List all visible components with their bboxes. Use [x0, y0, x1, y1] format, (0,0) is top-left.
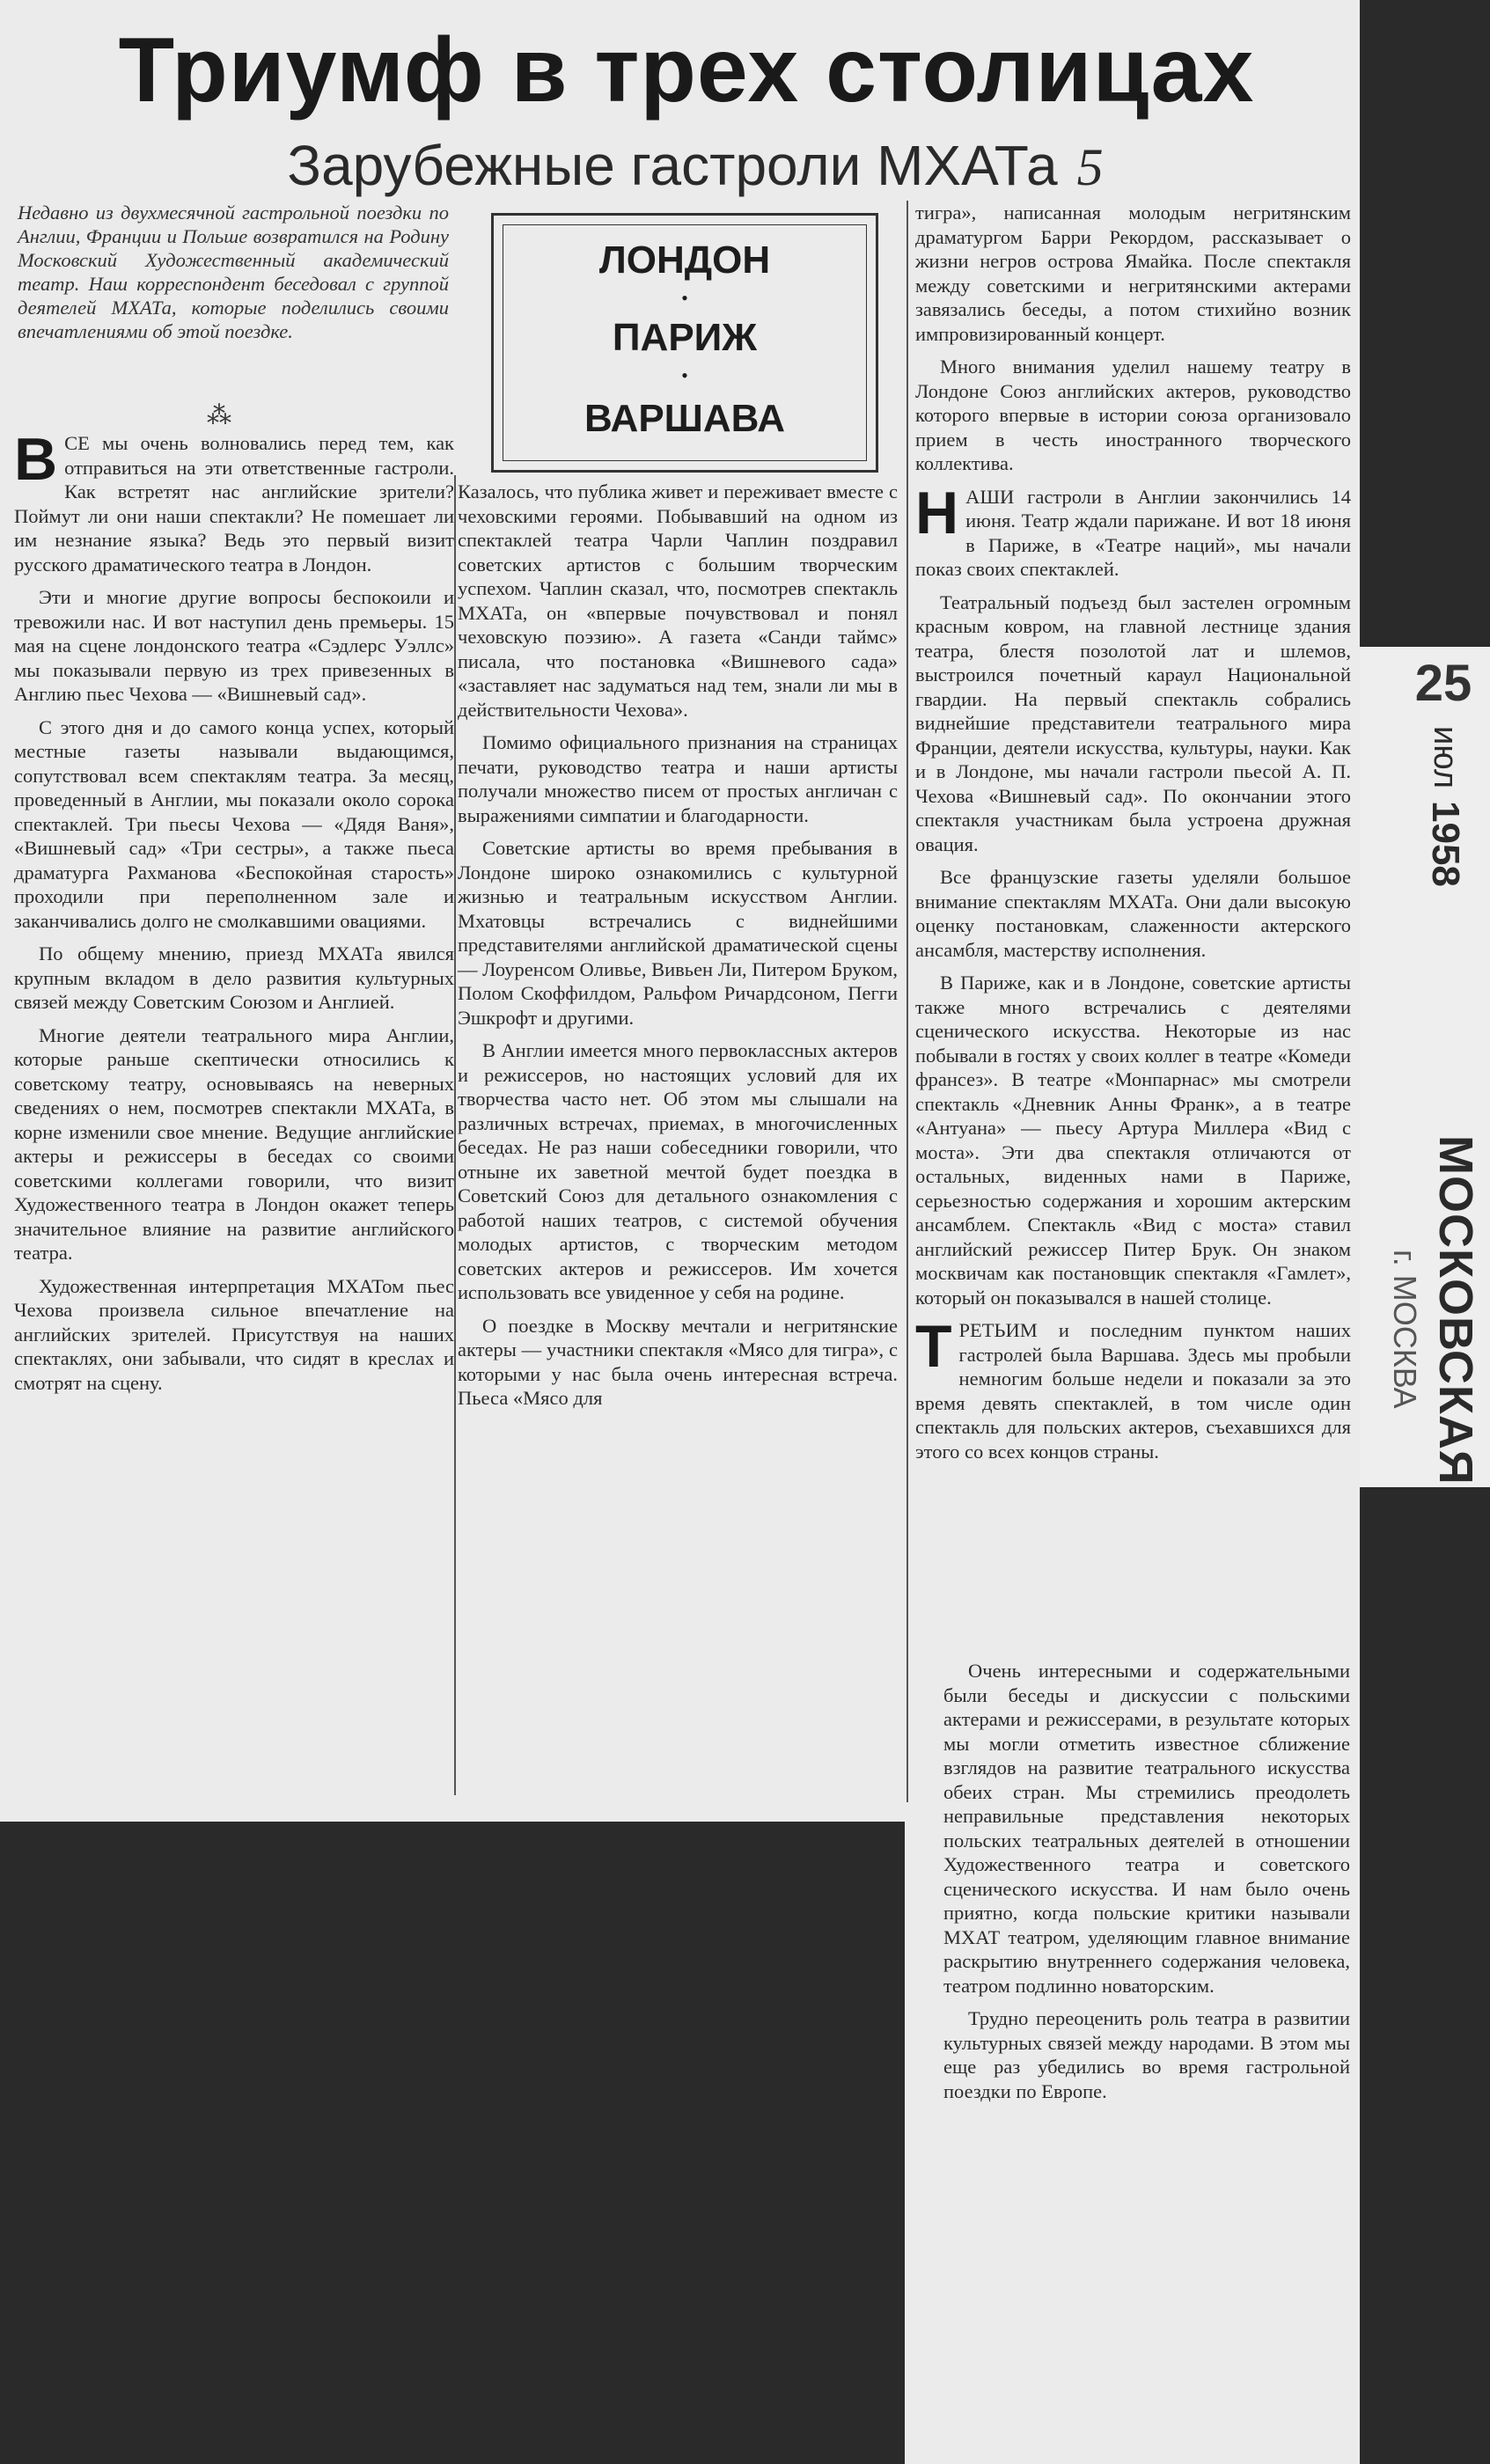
- city-paris: ПАРИЖ: [612, 316, 758, 359]
- paragraph: Советские артисты во время пребывания в Лондоне широко ознакомились с культурной жизнью и театральным искусством Англии. Мхатовцы встречались с виднейшими представителями английской драматической сцены — Лоуренсом Оливье, Вивьен Ли, Питером Бруком, Полом Скоффилдом, Ральфом Ричардсоном, Пегги Эшкрофт и другими.: [458, 837, 898, 1029]
- paragraph: Трудно переоценить роль театра в развитии культурных связей между народами. В этом мы еще раз убедились во время гастрольной поездки по Европе.: [943, 2007, 1350, 2102]
- paragraph: Очень интересными и содержательными были беседы и дискуссии с польскими актерами и режиссерами, в результате которых мы могли отметить известное сближение взглядов на развитие театрального искусства обеих стран. Мы стремились преодолеть неправильные представления некоторых польских театральных деятелей в отношении Художественного театра и советского сценического искусства. И нам было очень приятно, когда польские критики называли МХАТ театром, уделяющим главное внимание раскрытию внутреннего содержания человека, театром подлинно новаторским.: [943, 1660, 1350, 1997]
- dropcap: Т: [915, 1313, 952, 1380]
- intro-lead: Недавно из двухмесячной гастрольной поездки по Англии, Франции и Польше возвратился на Родину Московский Художественный академический театр. Наш корреспондент беседовал с группой деятелей МХАТа, которые поделились своими впечатлениями об этой поездке.: [18, 202, 449, 342]
- newspaper-name: МОСКОВСКАЯ ПРАВДА: [1429, 1135, 1482, 1703]
- paragraph-text: АШИ гастроли в Англии закончились 14 июня. Театр ждали парижане. И вот 18 июня в Париже, в «Театре наций», мы начали показ своих спектаклей.: [915, 485, 1351, 580]
- paragraph: [14, 426, 454, 576]
- paragraph: Многие деятели театрального мира Англии, которые раньше скептически относились к советскому театру, основываясь на неверных сведениях о нем, посмотрев спектакли МХАТа, в корне изменили свое мнение. Ведущие английские актеры и режиссеры в беседах со своими советскими коллегами говорили, что визит Художественного театра в Лондон окажет теперь значительное влияние на развитие английского театра.: [14, 1023, 454, 1264]
- cities-box-inner: [503, 224, 867, 461]
- paragraph-text: СЕ мы очень волновались перед тем, как отправиться на эти ответственные гастроли. Как встретят нас английские зрители? Поймут ли они наши спектакли? Не помешает ли им незнание языка? Ведь это первый визит русского драматического театра в Лондон.: [14, 432, 454, 576]
- stamp-day: 25: [1414, 655, 1472, 712]
- dropcap: Н: [915, 479, 959, 546]
- date-stamp: [1413, 656, 1474, 946]
- paragraph: Все французские газеты уделяли большое внимание спектаклям МХАТа. Они дали высокую оценку постановкам, слаженности актерского ансамбля, мастерству исполнения.: [915, 866, 1351, 961]
- paragraph: тигра», написанная молодым негритянским драматургом Барри Рекордом, рассказывает о жизни негров острова Ямайка. После спектакля между советскими и негритянскими актерами завязались беседы, а потом стихийно возник импровизированный концерт.: [915, 202, 1351, 345]
- handwritten-number: 5: [1076, 138, 1104, 196]
- paragraph: Много внимания уделил нашему театру в Лондоне Союз английских актеров, руководство которого впервые в истории союза организовало прием в честь иностранного творческого коллектива.: [915, 356, 1351, 474]
- city-warsaw: ВАРШАВА: [584, 397, 786, 440]
- ornament-icon: ⁂: [207, 402, 231, 429]
- stamp-year: 1958: [1424, 801, 1467, 887]
- paragraph: Эти и многие другие вопросы беспокоили и тревожили нас. И вот наступил день премьеры. 15 мая на сцене лондонского театра «Сэдлерс Уэллс» мы показывали первую из трех привезенных в Англию пьес Чехова — «Вишневый сад».: [14, 586, 454, 705]
- publication-stamp: [1386, 1135, 1490, 1703]
- paragraph: Театральный подъезд был застелен огромным красным ковром, на главной лестнице здания театра, блестя позолотой лат и шлемов, выстроился почетный караул Национальной гвардии. На первый спектакль собрались виднейшие представители театрального мира Франции, деятели искусства, культуры, науки. Как и в Лондоне, мы начали гастроли пьесой А. П. Чехова «Вишневый сад». По окончании этого спектакля участникам была устроена дружная овация.: [915, 590, 1351, 855]
- paragraph: Помимо официального признания на страницах печати, руководство театра и наши артисты получали множество писем от простых англичан с выражениями симпатии и благодарности.: [458, 731, 898, 826]
- subheadline-text: Зарубежные гастроли МХАТа: [287, 134, 1058, 197]
- paragraph: В Англии имеется много первоклассных актеров и режиссеров, но настоящих условий для их творчества часто нет. Об этом мы слышали на различных встречах, приемах, в многочисленных беседах. Не раз наши собеседники говорили, что отныне их заветной мечтой будет поездка в Советский Союз для детального ознакомления с работой наших театров, с системой обучения молодых артистов, с творческим методом советских актеров и режиссеров. Им хочется использовать все увиденное у себя на родине.: [458, 1039, 898, 1303]
- cities-box: [491, 213, 878, 473]
- column-3: [915, 201, 1351, 1472]
- column-2: [458, 480, 898, 1419]
- paragraph: Художественная интерпретация МХАТом пьес Чехова произвела сильное впечатление на английских зрителей. Присутствуя на наших спектаклях, они забывали, что сидят в креслах и смотрят на сцену.: [14, 1274, 454, 1394]
- column-1: [14, 426, 454, 1404]
- paragraph: По общему мнению, приезд МХАТа явился крупным вкладом в дело развития культурных связей между Советским Союзом и Англией.: [14, 942, 454, 1013]
- paragraph: О поездке в Москву мечтали и негритянские актеры — участники спектакля «Мясо для тигра», с которыми у нас была очень интересная встреча. Пьеса «Мясо для: [458, 1314, 898, 1409]
- headline: Триумф в трех столицах: [118, 19, 1255, 121]
- city-london: ЛОНДОН: [598, 238, 771, 282]
- paragraph-text: РЕТЬИМ и последним пунктом наших гастролей была Варшава. Здесь мы пробыли немногим больше недели и показали за это время девять спектаклей, в том числе один спектакль для польских актеров, съехавшихся для этого со всех концов страны.: [915, 1319, 1351, 1463]
- stamp-month: июл: [1427, 726, 1464, 789]
- paragraph: В Париже, как и в Лондоне, советские артисты также много встречались с деятелями сценического искусства. Некоторые из нас побывали в гостях у своих коллег в театре «Комеди франсез». В театре «Монпарнас» мы смотрели спектакль «Дневник Анны Франк», а в театре «Антуана» — пьесу Артура Миллера «Вид с моста». Эти два спектакля отличаются от остальных, виденных нами в Париже, серьезностью содержания и хорошим актерским ансамблем. Спектакль «Вид с моста» ставил английский режиссер Питер Брук. Он знаком москвичам как постановщик спектакля «Гамлет», который он показывался в нашей столице.: [915, 972, 1351, 1309]
- subheadline: [229, 130, 1162, 201]
- column-divider: [906, 201, 908, 1802]
- paragraph: [915, 1313, 1351, 1463]
- column-divider: [454, 475, 456, 1795]
- paragraph: [915, 479, 1351, 582]
- column-3-continued: [943, 1659, 1350, 2112]
- city-separator-icon: •: [681, 364, 688, 386]
- paragraph: С этого дня и до самого конца успех, который местные газеты называли выдающимся, сопутствовал всем спектаклям театра. За месяц, проведенный в Англии, мы показали около сорока спектаклей. Три пьесы Чехова — «Дядя Ваня», «Вишневый сад» «Три сестры», а также пьеса драматурга Рахманова «Беспокойная старость» проходили при переполненном зале и заканчивались долго не смолкавшими овациями.: [14, 715, 454, 932]
- dropcap: В: [14, 426, 58, 493]
- newspaper-city: г. МОСКВА: [1387, 1250, 1423, 1409]
- city-separator-icon: •: [681, 287, 688, 309]
- paragraph: Казалось, что публика живет и переживает вместе с чеховскими героями. Побывавший на одном из спектаклей театра Чарли Чаплин поздравил советских артистов с большим творческим успехом. Чаплин сказал, что, посмотрев спектакль МХАТа, он «впервые почувствовал и понял чеховскую поэзию». А газета «Санди таймс» писала, что постановка «Вишневого сада» «заставляет нас задуматься над тем, знали ли мы в действительности Чехова».: [458, 480, 898, 721]
